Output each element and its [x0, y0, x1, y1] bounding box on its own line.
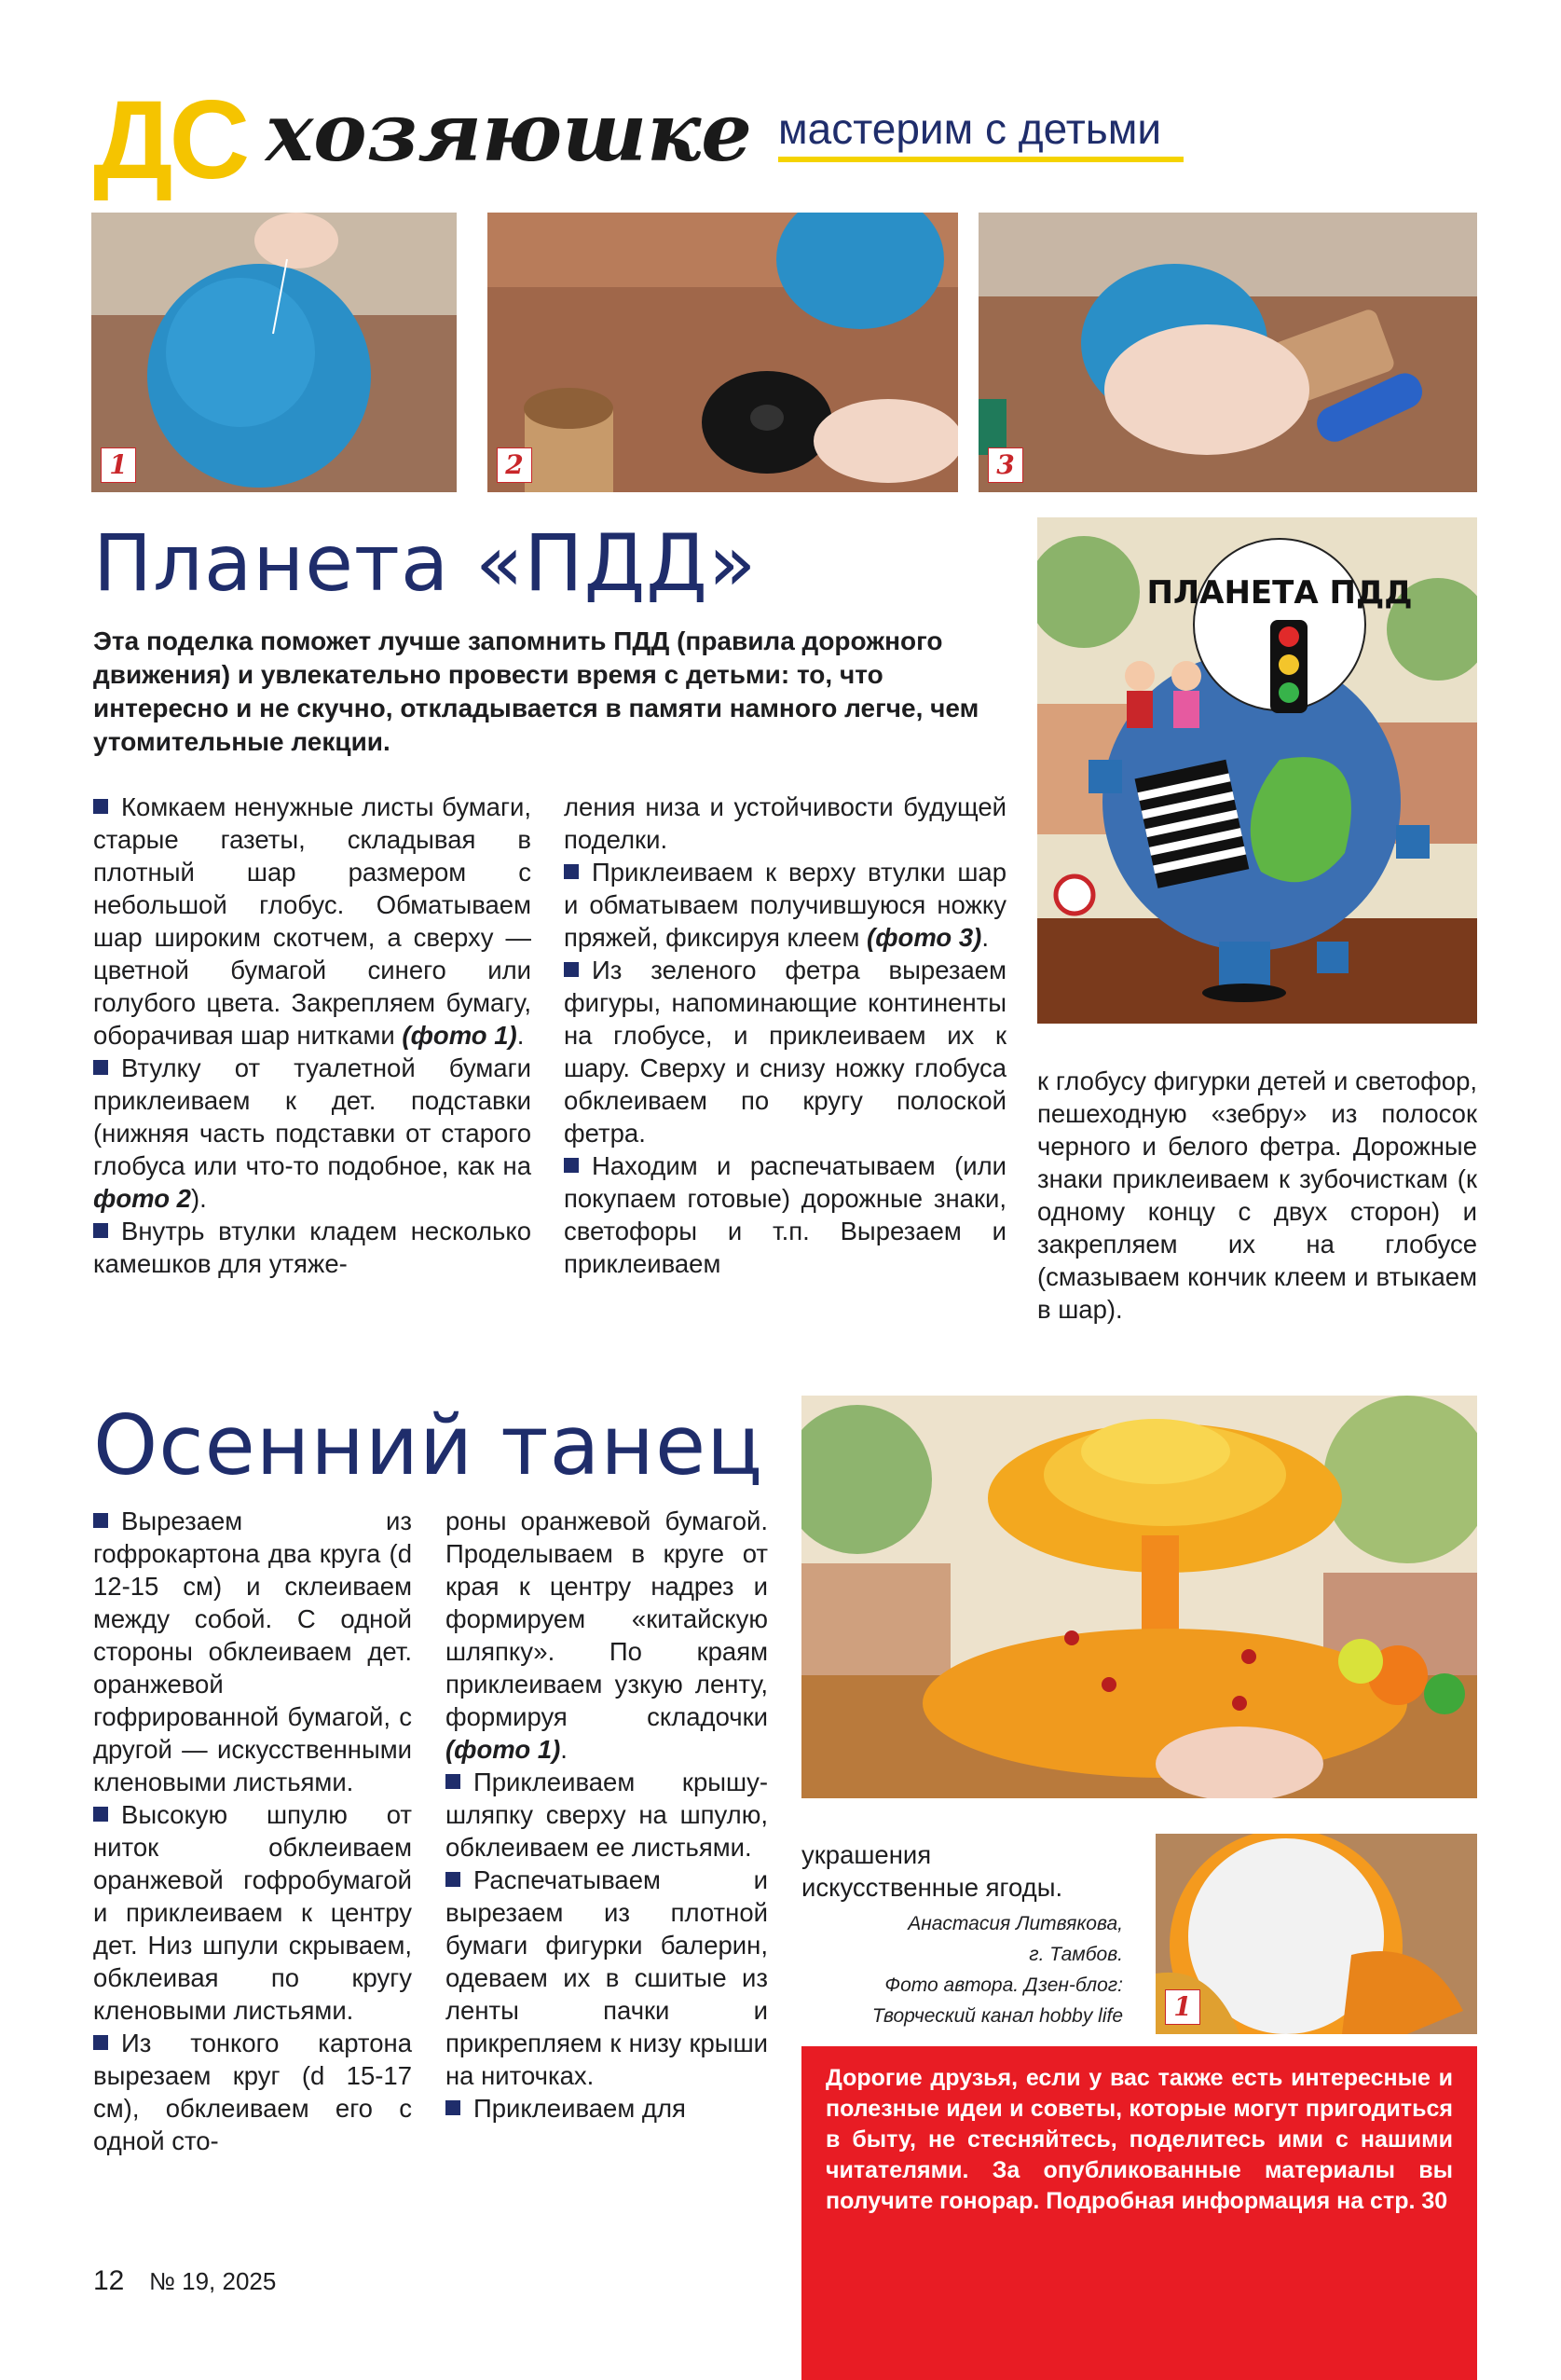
- section-logo: ДС: [93, 77, 247, 202]
- paragraph: Внутрь втулки кладем несколько камешков для утяже-: [93, 1217, 531, 1278]
- paragraph: Распечатываем и вырезаем из плотной бумаги фигурки балерин, одеваем их в сшитые из ленты пачки и прикрепляем к низу крыши на ниточках.: [445, 1865, 768, 2090]
- sign-text: ПЛАНЕТА ПДД: [1146, 574, 1413, 612]
- photo-number: 3: [988, 447, 1023, 483]
- article2-column-3: [801, 1838, 1109, 1904]
- photo-globe-craft: [1037, 517, 1477, 1024]
- issue-number: № 19, 2025: [149, 2267, 277, 2295]
- article2-column-2: [445, 1505, 768, 2125]
- photo-number: 1: [101, 447, 136, 483]
- bullet-icon: [93, 1223, 108, 1238]
- article-title: Планета «ПДД»: [93, 517, 758, 609]
- photo-3-gluing-stand: [979, 213, 1477, 492]
- bullet-icon: [93, 1060, 108, 1075]
- bullet-icon: [564, 864, 579, 879]
- section-subtitle: мастерим с детьми: [778, 104, 1162, 153]
- bullet-icon: [93, 1513, 108, 1528]
- paragraph: Из зеленого фетра вырезаем фигуры, напоминающие континенты на глобусе, и приклеиваем их к шару. Сверху и снизу ножку глобуса обклеиваем по кругу полоской фетра.: [564, 956, 1006, 1148]
- credit-photo: Фото автора. Дзен-блог:: [884, 1974, 1123, 1996]
- section-title: хозяюшке: [266, 86, 753, 180]
- bullet-icon: [93, 2035, 108, 2050]
- promo-banner: [801, 2046, 1477, 2380]
- article2-column-1: [93, 1505, 412, 2157]
- page-number: 12: [93, 2265, 125, 2296]
- article-title: Осенний танец: [93, 1397, 763, 1493]
- paragraph: Приклеиваем для: [445, 2092, 768, 2125]
- paragraph: Приклеиваем крышу-шляпку сверху на шпулю, обклеиваем ее листьями.: [445, 1768, 768, 1862]
- bullet-icon: [564, 1158, 579, 1173]
- credit-blog: Творческий канал hobby life: [871, 2005, 1123, 2027]
- article-lead: Эта поделка поможет лучше запомнить ПДД (правила дорожного движения) и увлекательно провести время с детьми: то, что интересно и не скучно, откладывается в памяти намного легче, чем утомительные лекции.: [93, 626, 979, 756]
- bullet-icon: [93, 1807, 108, 1822]
- author-credit: [801, 1908, 1123, 2031]
- paragraph: Комкаем ненужные листы бумаги, старые газеты, складывая в плотный шар размером с небольшой глобус. Обматываем шар широким скотчем, а сверху — цветной бумагой синего или голубого цвета. Закрепляем бумагу, оборачивая шар нитками (фото 1).: [93, 792, 531, 1050]
- bullet-icon: [445, 2100, 460, 2115]
- paragraph: украшения искусственные ягоды.: [801, 1840, 1063, 1902]
- article1-column-3: [1037, 1065, 1477, 1326]
- photo-2-stand-and-tube: [487, 213, 958, 492]
- bullet-icon: [93, 799, 108, 814]
- article1-column-1: [93, 791, 531, 1280]
- bullet-icon: [564, 962, 579, 977]
- paragraph: роны оранжевой бумагой. Проделываем в круге от края к центру надрез и формируем «китайскую шляпку». По краям приклеиваем узкую ленту, формируя складочки (фото 1).: [445, 1506, 768, 1764]
- bullet-icon: [445, 1872, 460, 1887]
- paragraph: Находим и распечатываем (или покупаем готовые) дорожные знаки, светофоры и т.п. Вырезаем и приклеиваем: [564, 1151, 1006, 1278]
- credit-city: г. Тамбов.: [1029, 1944, 1123, 1965]
- paragraph: ления низа и устойчивости будущей поделки.: [564, 792, 1006, 854]
- photo-number: 2: [497, 447, 532, 483]
- photo-autumn-dance: [801, 1396, 1477, 1798]
- bullet-icon: [445, 1774, 460, 1789]
- promo-text: Дорогие друзья, если у вас также есть интересные и полезные идеи и советы, которые могут пригодиться в быту, не стесняйтесь, поделитесь ими с нашими читателями. За опубликованные материалы вы получите гонорар. Подробная информация на стр. 30: [826, 2065, 1453, 2214]
- paragraph: Приклеиваем к верху втулки шар и обматываем получившуюся ножку пряжей, фиксируя клеем (фото 3).: [564, 858, 1006, 952]
- article1-column-2: [564, 791, 1006, 1280]
- paragraph: к глобусу фигурки детей и светофор, пешеходную «зебру» из полосок черного и белого фетра. Дорожные знаки приклеиваем к зубочисткам (к одному концу с двух сторон) и закрепляем их на глобусе (смазываем кончик клеем и втыкаем в шар).: [1037, 1066, 1477, 1324]
- photo-1-ball-wrapping: [91, 213, 457, 492]
- paragraph: Из тонкого картона вырезаем круг (d 15-17 см), обклеиваем его с одной сто-: [93, 2029, 412, 2155]
- credit-author: Анастасия Литвякова,: [908, 1913, 1123, 1934]
- paragraph: Втулку от туалетной бумаги приклеиваем к дет. подставки (нижняя часть подставки от старого глобуса или что-то подобное, как на фото 2).: [93, 1053, 531, 1213]
- paragraph: Высокую шпулю от ниток обклеиваем оранжевой гофробумагой и приклеиваем к центру дет. Низ шпули скрываем, обклеивая по кругу кленовыми листьями.: [93, 1800, 412, 2025]
- paragraph: Вырезаем из гофрокартона два круга (d 12-15 см) и склеиваем между собой. С одной стороны обклеиваем дет. оранжевой гофрированной бумагой, с другой — искусственными кленовыми листьями.: [93, 1506, 412, 1796]
- photo-number: 1: [1165, 1989, 1200, 2025]
- subtitle-underline: [778, 157, 1184, 162]
- photo-paper-hat: [1156, 1834, 1477, 2034]
